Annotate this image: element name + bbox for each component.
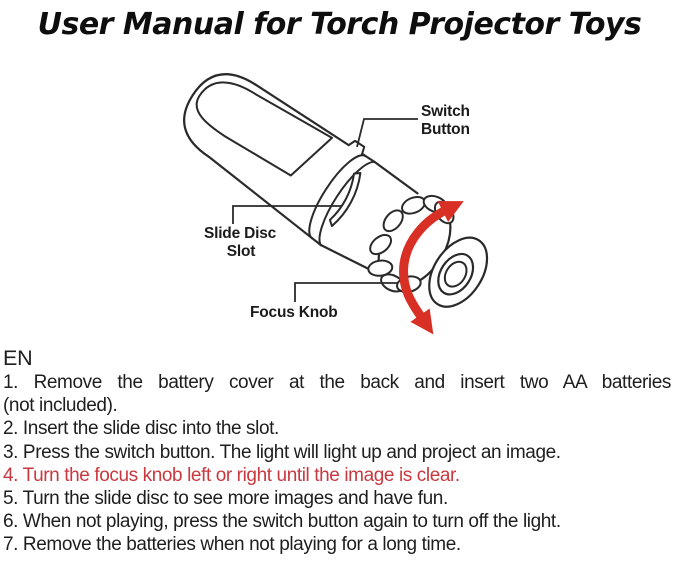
instruction-step-6: 6. When not playing, press the switch button again to turn off the light. bbox=[3, 511, 561, 533]
instruction-step-2: 2. Insert the slide disc into the slot. bbox=[3, 418, 279, 440]
switch-button-leader bbox=[357, 119, 418, 147]
instruction-step-1-line-1: 1. Remove the battery cover at the back and insert two AA batteries bbox=[3, 372, 671, 393]
instruction-step-7: 7. Remove the batteries when not playing for a long time. bbox=[3, 534, 461, 556]
torch-diagram bbox=[0, 52, 679, 344]
instruction-step-3: 3. Press the switch button. The light will light up and project an image. bbox=[3, 441, 561, 463]
page-title: User Manual for Torch Projector Toys bbox=[37, 7, 642, 42]
label-slide-disc-slot-line2: Slot bbox=[226, 243, 256, 260]
label-slide-disc-slot-line1: Slide Disc bbox=[203, 225, 277, 242]
language-label: EN bbox=[3, 346, 33, 370]
label-switch-button-line1: Switch bbox=[421, 103, 470, 120]
instructions bbox=[0, 344, 679, 557]
label-focus-knob: Focus Knob bbox=[250, 304, 338, 321]
instruction-step-5: 5. Turn the slide disc to see more images and have fun. bbox=[3, 488, 448, 510]
focus-knob-leader bbox=[295, 283, 397, 302]
label-switch-button-line2: Button bbox=[421, 121, 470, 138]
instruction-step-1-line-2: (not included). bbox=[3, 395, 118, 417]
torch-illustration bbox=[161, 53, 508, 330]
instruction-step-4: 4. Turn the focus knob left or right until the image is clear. bbox=[3, 464, 460, 486]
